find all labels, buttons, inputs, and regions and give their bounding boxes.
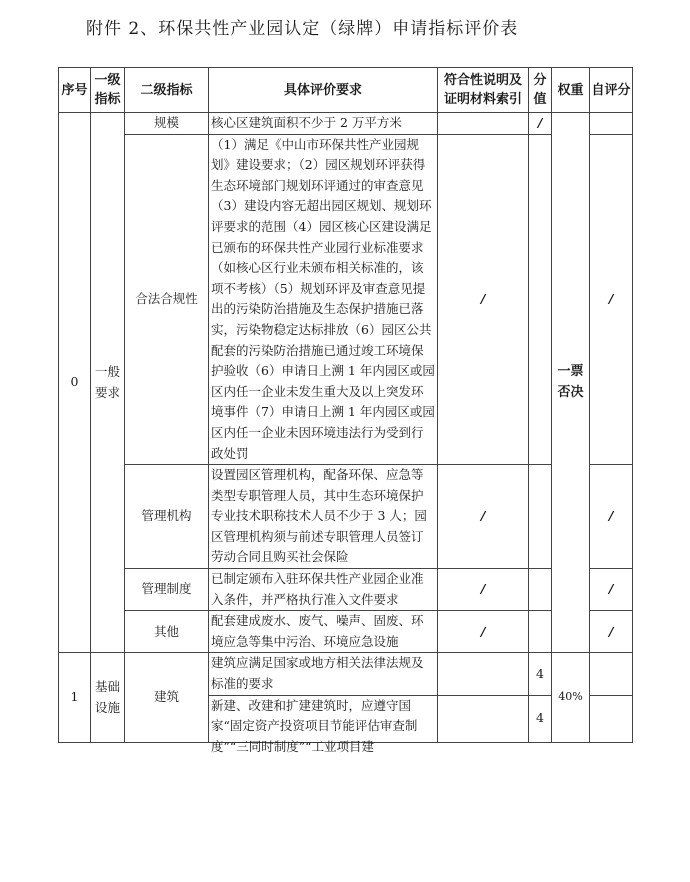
section1-level1: 基础设施 — [91, 653, 125, 742]
table-row — [59, 134, 633, 465]
row-score — [529, 465, 552, 569]
row-score — [529, 569, 552, 611]
table-row — [59, 569, 633, 611]
row-self-score: / — [590, 134, 633, 465]
table-row — [59, 611, 633, 653]
row-requirement: （1）满足《中山市环保共性产业园规划》建设要求；（2）园区规划环评获得生态环境部门规划环评通过的审查意见（3）建设内容无超出园区规划、规划环评要求的范围（4）园区核心区建设满足已颁布的环保共性产业园行业标准要求（如核心区行业未颁布相关标准的，该项不考核）（5）规划环评及审查意见提出的污染防治措施及生态保护措施已落实，污染物稳定达标排放（6）园区公共配套的污染防治措施已通过竣工环境保护验收（6）申请日上溯 1 年内园区或园区内任一企业未发生重大及以上突发环境事件（7）申请日上溯 1 年内园区或园区内任一企业未因环境违法行为受到行政处罚 — [209, 134, 438, 465]
row-self-score: / — [590, 569, 633, 611]
section0-seq: 0 — [59, 113, 91, 653]
row-requirement: 设置园区管理机构，配备环保、应急等类型专职管理人员，其中生态环境保护专业技术职称技术人员不少于 3 人；园区管理机构须与前述专职管理人员签订劳动合同且购买社会保险 — [209, 465, 438, 569]
row-evidence: / — [438, 569, 529, 611]
row-requirement: 核心区建筑面积不少于 2 万平方米 — [209, 113, 438, 135]
header-level2: 二级指标 — [125, 68, 209, 113]
row-score: 4 — [529, 653, 552, 695]
row-score — [529, 134, 552, 465]
row-self-score — [590, 653, 633, 695]
section0-level1: 一般要求 — [91, 113, 125, 653]
table-row — [59, 113, 633, 135]
header-requirement: 具体评价要求 — [209, 68, 438, 113]
row-evidence — [438, 113, 529, 135]
row-evidence: / — [438, 465, 529, 569]
table-header-row — [59, 68, 633, 113]
section1-seq: 1 — [59, 653, 91, 742]
row-self-score: / — [590, 611, 633, 653]
row-level2: 管理制度 — [125, 569, 209, 611]
row-level2: 规模 — [125, 113, 209, 135]
row-self-score: / — [590, 465, 633, 569]
row-level2: 其他 — [125, 611, 209, 653]
table-row — [59, 465, 633, 569]
row-requirement: 建筑应满足国家或地方相关法律法规及标准的要求 — [209, 653, 438, 695]
row-requirement: 新建、改建和扩建建筑时，应遵守国家“固定资产投资项目节能评估审查制度”“三同时制度”“工业项目建 — [211, 697, 418, 754]
header-seq: 序号 — [59, 68, 91, 113]
row-requirement: 配套建成废水、废气、噪声、固废、环境应急等集中污治、环境应急设施 — [209, 611, 438, 653]
page-title: 附件 2、环保共性产业园认定（绿牌）申请指标评价表 — [86, 19, 519, 39]
row-self-score — [590, 113, 633, 135]
row-evidence: / — [438, 611, 529, 653]
evaluation-table — [58, 67, 633, 754]
section1-weight: 40% — [552, 653, 590, 742]
section1-level2: 建筑 — [125, 653, 209, 742]
row-requirement: 已制定颁布入驻环保共性产业园企业准入条件，并严格执行准入文件要求 — [209, 569, 438, 611]
row-score — [529, 611, 552, 653]
header-level1: 一级指标 — [91, 68, 125, 113]
row-score: / — [529, 113, 552, 135]
row-level2: 合法合规性 — [125, 134, 209, 465]
row-evidence: / — [438, 134, 529, 465]
row-level2: 管理机构 — [125, 465, 209, 569]
header-evidence: 符合性说明及证明材料索引 — [438, 68, 529, 113]
header-weight: 权重 — [552, 68, 590, 113]
row-self-score — [590, 695, 633, 742]
header-self-score: 自评分 — [590, 68, 633, 113]
row-score: 4 — [529, 695, 552, 742]
header-score: 分值 — [529, 68, 552, 113]
table-row — [59, 653, 633, 695]
section0-weight: 一票否决 — [552, 113, 590, 653]
row-evidence — [438, 695, 529, 742]
row-evidence — [438, 653, 529, 695]
